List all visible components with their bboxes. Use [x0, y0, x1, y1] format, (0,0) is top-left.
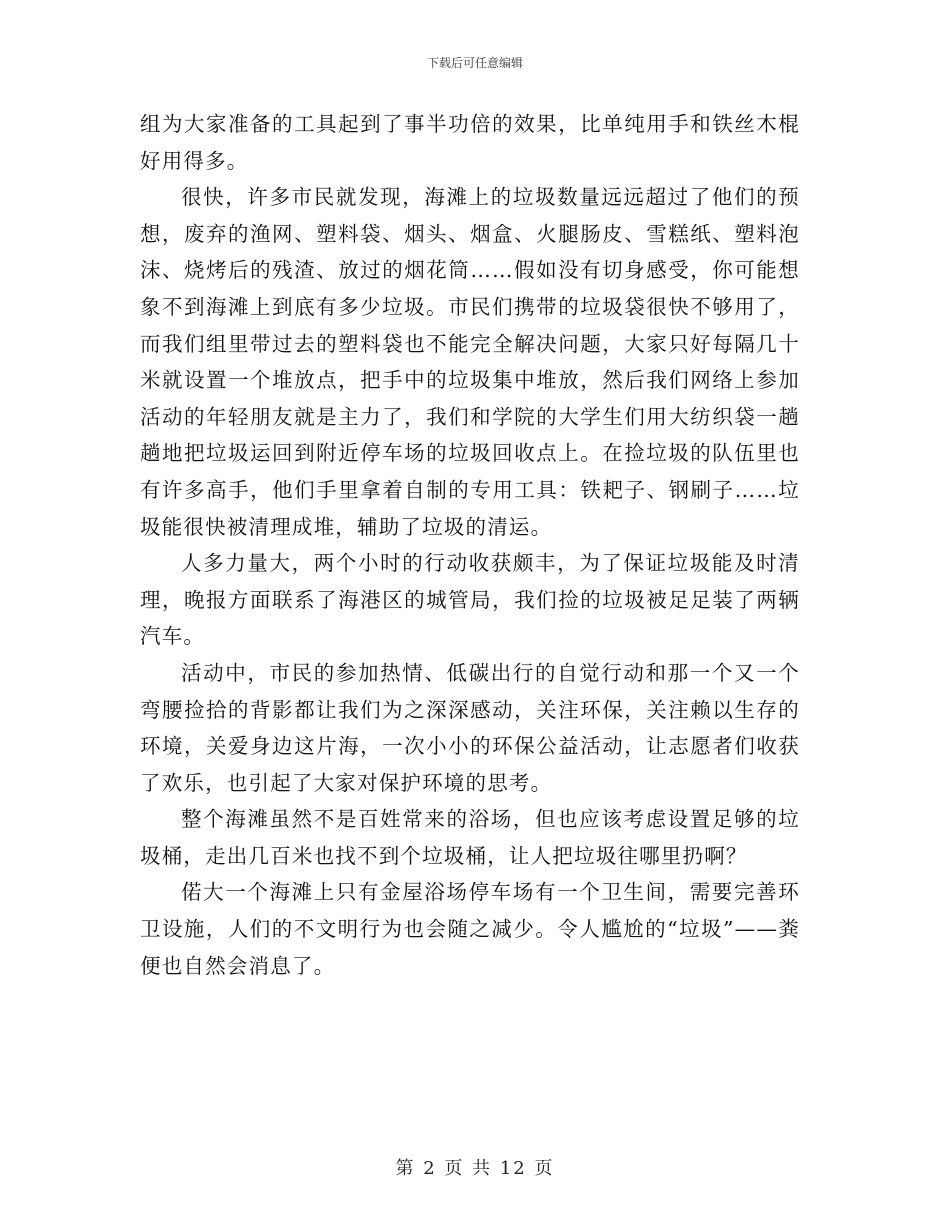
page-header: 下载后可任意编辑	[426, 56, 523, 70]
paragraph: 活动中，市民的参加热情、低碳出行的自觉行动和那一个又一个弯腰捡拾的背影都让我们为之深深感动，关注环保，关注赖以生存的环境，关爱身边这片海，一次小小的环保公益活动，让志愿者们收获了欢乐，也引起了大家对保护环境的思考。	[140, 660, 800, 795]
paragraph-continuation: 组为大家准备的工具起到了事半功倍的效果，比单纯用手和铁丝木棍好用得多。	[140, 112, 800, 173]
paragraph: 整个海滩虽然不是百姓常来的浴场，但也应该考虑设置足够的垃圾桶，走出几百米也找不到个垃圾桶，让人把垃圾往哪里扔啊？	[140, 807, 800, 868]
paragraph: 人多力量大，两个小时的行动收获颇丰，为了保证垃圾能及时清理，晚报方面联系了海港区的城管局，我们捡的垃圾被足足装了两辆汽车。	[140, 551, 800, 649]
paragraph: 很快，许多市民就发现，海滩上的垃圾数量远远超过了他们的预想，废弃的渔网、塑料袋、烟头、烟盒、火腿肠皮、雪糕纸、塑料泡沫、烧烤后的残渣、放过的烟花筒……假如没有切身感受，你可能想象不到海滩上到底有多少垃圾。市民们携带的垃圾袋很快不够用了，而我们组里带过去的塑料袋也不能完全解决问题，大家只好每隔几十米就设置一个堆放点，把手中的垃圾集中堆放，然后我们网络上参加活动的年轻朋友就是主力了，我们和学院的大学生们用大纺织袋一趟趟地把垃圾运回到附近停车场的垃圾回收点上。在捡垃圾的队伍里也有许多高手，他们手里拿着自制的专用工具：铁耙子、钢刷子……垃圾能很快被清理成堆，辅助了垃圾的清运。	[140, 185, 800, 539]
paragraph: 偌大一个海滩上只有金屋浴场停车场有一个卫生间，需要完善环卫设施，人们的不文明行为也会随之减少。令人尴尬的“垃圾”——粪便也自然会消息了。	[140, 880, 800, 978]
document-body	[140, 106, 800, 984]
page-number-footer: 第 2 页 共 12 页	[395, 1158, 555, 1179]
